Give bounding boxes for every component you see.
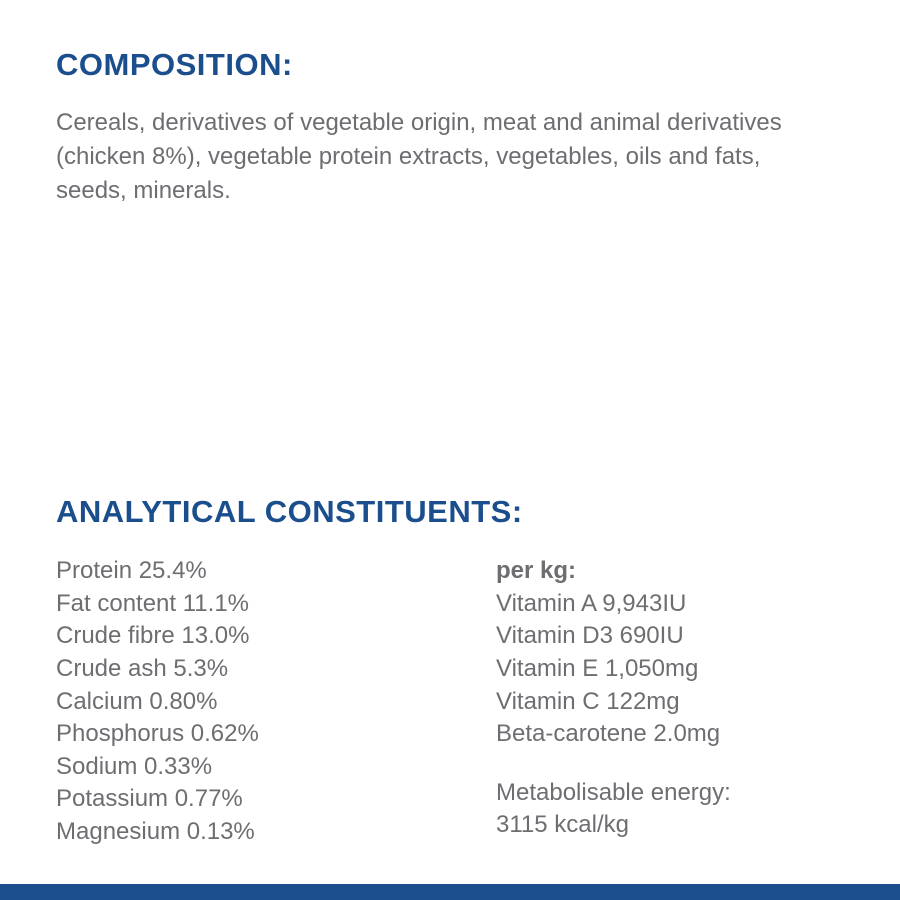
list-item: Crude fibre 13.0%: [56, 622, 250, 650]
list-item: Magnesium 0.13%: [56, 818, 255, 846]
composition-section: [56, 48, 856, 232]
bottom-accent-bar: [0, 884, 900, 900]
list-item: Vitamin E 1,050mg: [496, 654, 699, 682]
energy-value: 3115 kcal/kg: [496, 811, 629, 839]
composition-heading: COMPOSITION:: [56, 47, 293, 82]
analytical-constituents-section: [56, 495, 856, 849]
analytical-heading: ANALYTICAL CONSTITUENTS:: [56, 494, 523, 529]
list-item: Phosphorus 0.62%: [56, 720, 259, 748]
list-item: Beta-carotene 2.0mg: [496, 720, 721, 748]
list-item: Vitamin D3 690IU: [496, 622, 684, 650]
list-item: Sodium 0.33%: [56, 752, 213, 780]
analytical-columns: [56, 555, 856, 849]
list-item: Crude ash 5.3%: [56, 654, 229, 682]
analytical-right-column: [496, 555, 856, 842]
per-kg-label: per kg:: [496, 557, 577, 585]
list-item: Fat content 11.1%: [56, 589, 250, 617]
metabolisable-energy-block: [496, 777, 856, 842]
list-item: Vitamin C 122mg: [496, 687, 680, 715]
list-item: Calcium 0.80%: [56, 687, 218, 715]
list-item: Protein 25.4%: [56, 557, 207, 585]
list-item: Potassium 0.77%: [56, 785, 243, 813]
energy-label: Metabolisable energy:: [496, 778, 731, 806]
composition-text: Cereals, derivatives of vegetable origin, meat and animal derivatives (chicken 8%), vegetable protein extracts, vegetables, oils and fats, seeds, minerals.: [56, 109, 782, 205]
list-item: Vitamin A 9,943IU: [496, 589, 687, 617]
analytical-left-column: [56, 555, 496, 849]
